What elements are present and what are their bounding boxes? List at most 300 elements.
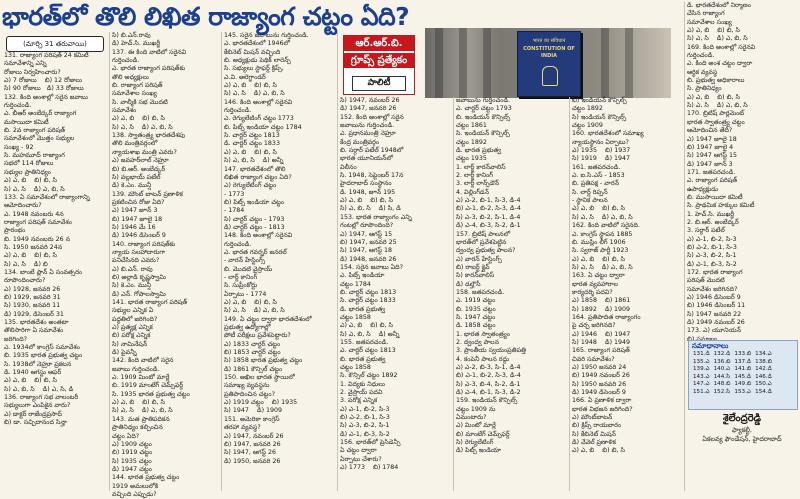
text-line: ఎ) ఎ-1, బి-2, సి-3	[340, 405, 390, 413]
text-line: డి) డల్హౌసీ	[456, 280, 481, 288]
text-line: గుర్తించండి.	[4, 102, 32, 110]
text-line: సి. వాల్మీకి సభ మొదటి	[112, 98, 168, 106]
text-line: ప్రభుత్వ ఉద్యోగాల్లో	[224, 324, 271, 332]
text-line: ఎ) ఎ, బి బి) బి, సి	[340, 197, 393, 205]
text-line: చట్టం 1892	[572, 105, 603, 113]
text-line: ఎ. భారత రాజ్యాంగ పరిషత్‌కు	[112, 65, 186, 73]
text-line: బి. 2వ రాజ్యాంగ పరిషత్‌	[4, 127, 66, 135]
text-line: సి) ఎ, సి డి) ఎ, బి, సి	[687, 102, 748, 110]
column-divider	[109, 32, 110, 491]
text-column-1	[4, 52, 108, 491]
text-line: సి. 1935 భారత ప్రభుత్వ చట్టం	[112, 390, 190, 398]
text-line: డి) ఎ-1, బి-3, సి-2	[687, 260, 737, 268]
text-line: కేబినెట్ మిషన్ వచ్చింది	[224, 48, 281, 56]
text-line: సి. 1950 జనవరి 24న	[4, 243, 63, 251]
text-line: 133. ఏ సమావేశంలో రాజ్యాంగాన్ని	[4, 193, 90, 201]
text-line: 163. ఏ చట్టం ద్వారా	[572, 272, 625, 280]
text-line: బి) పిట్స్ ఇండియా చట్టం	[224, 198, 285, 206]
constitution-photo	[425, 28, 671, 98]
text-line: బి) ఎ-2, బి-1, సి-3	[687, 243, 737, 251]
text-line: డి) 1861 కౌన్సిల్ చట్టం	[224, 365, 283, 373]
text-line: డి) ఎ-4, బి-3, సి-2, డి-1	[456, 222, 521, 230]
answer-cell: 135.ఎ	[693, 358, 710, 365]
text-line: ఆమోదించిన తేదీ?	[687, 127, 733, 135]
text-line: ఎ) 1946 బి) 1947	[572, 330, 631, 338]
text-line: డి) కె.ఎం. మున్షీ	[112, 182, 152, 190]
text-line: సి. ప్రాథమిక హక్కుల కమిటీ	[687, 202, 755, 210]
answer-cell: 153.ఎ	[734, 388, 751, 395]
text-line: సి) 1947, ఆగస్ట్ 18	[340, 247, 393, 255]
text-line: 173. ఎ) యూనియన్	[687, 327, 742, 335]
text-line: ఎ) డాక్టర్ రాజేంద్రప్రసాద్	[4, 410, 62, 418]
text-line: డి. భారత ప్రభుత్వ	[456, 147, 502, 155]
answer-cell: 134.ఎ	[755, 351, 772, 357]
text-line: సమావేశం	[112, 107, 137, 115]
answer-cell: 148.బి	[713, 381, 731, 388]
text-line: విలీనం	[340, 163, 357, 171]
text-line: ఎ) ఎ, బి బి) బి, సి	[4, 377, 57, 385]
text-line: ఎ. భారతదేశంలో 1946లో	[224, 40, 290, 48]
text-line: 146. కింది అంశాల్లో సరైనవి	[224, 98, 293, 106]
text-line: రోజులు నిర్వహించారు?	[4, 68, 61, 76]
text-line: సి) బి.ఎన్.రావు	[112, 32, 151, 39]
answer-cell: 152.సి	[713, 388, 730, 395]
text-line: పై చర్చ జరిగినది?	[572, 322, 616, 330]
text-line: ఎ) ఎ, బి బి) బి, సి	[4, 252, 57, 260]
text-line: సమావేశాన్ని ఎన్ని	[4, 60, 47, 68]
text-line: బి) ఇండియన్ కౌన్సిల్స్	[572, 97, 627, 104]
text-line: డి) ఎన్. గోపాలస్వామి	[112, 290, 166, 298]
author-role: ఫ్యాకల్టీ,	[732, 426, 752, 434]
text-line: గుర్తించండి.	[224, 107, 252, 115]
text-column-6	[572, 97, 684, 491]
text-line: సి) 1947 ఆగస్ట్ 15	[687, 152, 738, 160]
text-line: ఎ. పిట్స్ ఇండియా	[340, 272, 385, 280]
text-line: తరహా వ్యవస్థ?	[224, 424, 261, 432]
text-line: ఎ) ఎ, బి బి) బి, సి	[572, 255, 625, 263]
text-line: న్యాయ సలహాదారుగా	[112, 248, 166, 256]
text-line: సి. చార్టర్ చట్టం 1833	[340, 297, 396, 305]
text-line: సి) ఎ, సి డి) ఎ, బి, సి	[112, 407, 173, 415]
text-line: సి. సభ్యులు స్టాఫర్డ్ క్రిప్స్,	[224, 65, 284, 73]
text-line: సి) 1950 జనవరి 26	[572, 380, 627, 388]
text-line: 3. ప్రాంతీయ స్వయంప్రతిపత్తి	[456, 347, 526, 355]
text-line: తొలిసారిగా ఏ సమావేశం	[4, 327, 64, 335]
text-line: ప్రకటించిన రోజు ఏది?	[112, 198, 165, 206]
text-line: తొలి మంత్రివర్గంలో	[112, 140, 158, 148]
text-line: 1. భారత స్వాతంత్ర్యం	[456, 330, 510, 338]
text-line: బి) బి.ఆర్‌. అంబేద్కర్	[112, 165, 166, 173]
photo-pillar	[625, 28, 633, 98]
text-line: 158. జతపరచండి.	[456, 288, 505, 296]
answer-cell: 131.డి	[693, 351, 710, 357]
text-line: సి. ఇండియన్ కౌన్సిల్స్	[456, 130, 510, 138]
text-line: బి. 1949 నవంబరు 26 న	[4, 235, 71, 243]
text-line: బి) 1949 నవంబర్ 26	[572, 372, 630, 380]
text-line: ఏ చట్టం ద్వారా	[340, 447, 377, 455]
text-line: బి. మొదటి వైస్రాయ్	[224, 265, 273, 273]
text-line: భారత స్వాతంత్ర్య చట్టం	[687, 118, 745, 126]
text-line: సి) 1858 భారత ప్రభుత్వ చట్టం	[224, 357, 303, 365]
text-line: జరిగింది?	[4, 335, 27, 343]
text-line: హైదరాబాద్ సంస్థానం	[340, 180, 392, 188]
text-line: సి) ఎ-3, బి-2, సి-1, డి-4	[456, 213, 521, 221]
text-line: సభ్యుల ప్రాతినిధ్యం	[4, 168, 51, 176]
text-line: సి) 1935 చట్టం	[112, 457, 152, 465]
text-line: డి) 1949 డిసెంబర్ 9	[572, 389, 626, 397]
text-line: ఎ) ప్రత్యక్ష ఎన్నిక	[112, 324, 153, 332]
answer-cell: 136.బి	[713, 358, 731, 365]
text-line: బి) ఎ-1, బి-2, సి-3, డి-4	[456, 372, 521, 380]
text-line: 162. కింది వాటిలో సరైనది.	[572, 222, 640, 230]
answer-row	[691, 351, 774, 359]
text-line: 1919 అమలులోకి	[112, 482, 159, 490]
text-line: లిఖిత రాజ్యాంగ చట్టం ఏది?	[224, 173, 292, 181]
text-column-7	[687, 2, 798, 337]
answer-cell: 142.డి	[755, 366, 772, 373]
text-line: బి) అల్లాడి కృష్ణస్వామి	[112, 273, 166, 281]
answer-row	[691, 381, 774, 389]
answer-cell: 139.ఎ	[693, 366, 710, 373]
text-line: బి) 1947 జూలై 18	[112, 215, 163, 223]
text-line: డి. చార్టర్ చట్టం 1833	[224, 140, 280, 148]
answer-cell: 149.బి	[734, 381, 752, 388]
text-line: 137. ఈ కింది వాటిలో సరైనవి	[112, 48, 187, 56]
text-line: ఎ) జవహర్‌లాల్‌ నెహ్రూ	[112, 157, 169, 165]
text-line: డి) 1947, జనవరి 26	[340, 105, 397, 113]
text-line: 135. భారతదేశం అంతటా	[4, 319, 69, 326]
answer-cell: 138.బి	[755, 358, 772, 365]
text-line: సి) ఎ, సి డి) ఎ, బి, సి	[4, 185, 65, 193]
text-line: సంఖ్య - 92	[4, 143, 34, 151]
text-line: చట్టం 1892	[456, 138, 487, 146]
text-line: సి) 1946 మే 16	[112, 223, 156, 231]
text-line: ఎ) 1946 డిసెంబర్ 9	[687, 294, 741, 302]
text-line: - వారన్ హేస్టింగ్స్	[224, 257, 266, 265]
text-line: 170. బ్రిటిష్ పార్లమెంట్	[687, 110, 745, 118]
answer-cell: 144.సి	[713, 373, 730, 380]
text-line: 171. జతపరచండి.	[687, 168, 736, 176]
text-line: ఎ) మౌంట్‌బాటన్	[572, 414, 613, 422]
answer-key-table	[691, 351, 774, 397]
text-line: సి. స్వరాజ్ పార్టీ 1923	[572, 247, 629, 255]
photo-pillar	[483, 28, 491, 98]
text-line: పరిషత్ మొదటి	[687, 277, 725, 285]
text-line: డి) 1947 చట్టం	[112, 465, 152, 473]
text-line: సభలో 114 రోజులు	[4, 160, 54, 168]
text-line: చట్టం 1858	[340, 364, 371, 371]
text-line: ఎ) 1947 జూలై 18	[687, 135, 737, 143]
text-line: సి) ఎ, సి డి) ఎ, బి, సి	[112, 123, 173, 131]
text-line: ఎ) మింటో మార్లే	[456, 422, 496, 430]
text-line: డి) 1950, జనవరి 26	[224, 457, 281, 465]
text-line: చట్టం ఏది?	[112, 432, 140, 440]
text-line: ఎ) 1928, జనవరి 26	[4, 285, 61, 293]
text-line: ఎ) 1947 జూన్‌ 3	[112, 207, 158, 215]
text-line: 172. భారత రాజ్యాంగ	[687, 269, 743, 276]
text-line: ఎ) 1935 బి) 1937	[572, 147, 631, 155]
text-column-3	[224, 32, 336, 491]
page-headline: భారత్‌లో తొలి లిఖిత రాజ్యాంగ చట్టం ఏది?	[2, 2, 410, 31]
text-line: ఏర్పాటు చేశారు?	[340, 455, 382, 463]
text-line: భారత యూనియన్‌లో	[340, 155, 393, 163]
text-line: సమావేశాల సంఖ్య	[687, 18, 732, 26]
text-line: ఎ) 1947, ఆగస్ట్ 15	[340, 230, 393, 238]
text-line: ఎ) వారన్ హేస్టింగ్స్	[456, 255, 502, 263]
text-line: ప్రతిపాదించిన చట్టం?	[224, 390, 275, 398]
text-line: 1. లార్డ్ కారన్‌వాలిస్	[456, 163, 506, 171]
text-line: 134. బాంబే ప్లాన్ ఏ సంవత్సరం	[4, 268, 83, 276]
text-line: సి) ఎ, సి డి) బి	[4, 260, 48, 268]
answer-row	[691, 366, 774, 374]
text-line: డి) 1948, జనవరి 26	[340, 255, 397, 263]
text-line: ఎ) ఎ, బి బి) బి, సి	[224, 148, 277, 156]
text-line: డి. భారత ప్రభుత్వ	[340, 305, 386, 313]
text-line: చట్టం 1858	[340, 313, 371, 321]
text-line: 140. రాజ్యాంగ పరిషత్‌కు	[112, 240, 176, 248]
text-line: సి. లార్డ్ రిప్పన్	[572, 188, 608, 196]
text-line: 131. రాజ్యాంగ పరిషత్‌ 24 కమిటీ	[4, 52, 89, 59]
text-line: 166. ఏ ప్రణాళిక ద్వారా	[572, 397, 632, 405]
text-line: 2. వైస్రాయ్ పదవి	[340, 389, 383, 397]
text-line: బి) ఎ-2, బి-1, సి-3	[340, 414, 390, 422]
text-line: చట్టం 1909 ను	[456, 405, 496, 413]
text-line: కార్యదర్శి పదవి?	[572, 288, 613, 296]
text-line: 2. లార్డ్ కానింగ్	[456, 172, 493, 180]
text-line: బి. సర్దార్ పటేల్ 1948లో	[340, 147, 404, 155]
text-line: 159. ఇండియన్ కౌన్సిల్స్	[456, 397, 518, 405]
text-line: ఎ. ఐ.సి.ఎస్ - 1853	[572, 172, 625, 180]
text-line: న్యాయశాఖ మంత్రి ఎవరు?	[112, 148, 177, 156]
text-line: డి) చార్టర్ చట్టం - 1813	[224, 223, 285, 231]
text-line: సి) 1930, జనవరి 11	[4, 302, 61, 310]
text-line: ఎ. 1934లో కాంగ్రెస్ సమావేశం	[4, 344, 80, 352]
text-line: సి) ఎ, బి, సి డి) ఎ, సి, డి	[4, 385, 74, 393]
text-line: సి. 1948, సెప్టెంబర్ 17న	[340, 172, 404, 180]
answer-cell: 146.డి	[755, 373, 772, 380]
text-line: బి) 1919 చట్టం	[112, 449, 153, 457]
text-line: డి) ఎ-4, బి-1, సి-3, డి-2	[456, 389, 521, 397]
text-line: 152. కింది అంశాల్లో సరైన	[340, 113, 404, 121]
text-line: - లార్డ్ కానింగ్	[224, 273, 258, 281]
text-line: ఎ. 1919 చట్టం	[456, 297, 496, 305]
text-line: గుర్తించండి.	[224, 240, 252, 248]
text-line: 3. పరోక్ష ఎన్నిక	[340, 397, 378, 405]
text-line: సి) ఎ, సి డి) ఎ, బి, సి	[224, 307, 285, 315]
text-line: బి. ముసాయిదా కమిటీ	[687, 193, 743, 201]
text-line: బి. భారత ప్రభుత్వ	[340, 355, 386, 363]
text-line: ఎ. రాజ్యాంగ పరిషత్‌	[687, 177, 738, 185]
text-line: సభ్యులుగా ఎంపికైన వారు?	[4, 402, 71, 410]
text-line: బి) 1947 జూలై 4	[687, 143, 734, 151]
text-line: ఎ) ఎ-2, బి-3, సి-1, డి-4	[456, 364, 521, 371]
text-line: బి. ప్రతిపక్ష - వారన్	[572, 180, 620, 188]
text-line: డి. భారతదేశంలో నిర్మాణం	[687, 2, 751, 9]
answer-cell: 132.డి	[713, 351, 731, 357]
text-line: సి) 1948 డి) 1949	[572, 338, 631, 346]
text-line: సి) 90 రోజులు డి) 33 రోజులు	[4, 85, 84, 93]
text-line: ఎ) ఎ, బి బి) బి, సి	[687, 27, 740, 35]
text-line: 2. బి.ఆర్. అంబేద్కర్	[687, 218, 739, 226]
text-line: ఎ) ఎ, బి బి) బి, సి	[340, 322, 393, 330]
text-line: సి) ఎ, బి, సి డి) అన్నీ	[224, 157, 284, 165]
text-line: సభ్యుల ఎన్నిక ఏ	[112, 307, 154, 315]
text-line: ఎ) 1773 బి) 1784	[340, 464, 399, 472]
author-name: శైలేంద్రరెడ్డి	[722, 413, 762, 424]
text-line: డి. 1858 చట్టం	[456, 322, 496, 330]
answer-cell: 133.బి	[734, 351, 752, 357]
text-line: ఎ) ఎ-1, బి-2, సి-3	[687, 235, 737, 243]
answer-cell: 151.ఎ	[693, 388, 710, 395]
text-line: డి) 1946 డిసెంబర్ 9	[112, 232, 166, 240]
text-line: ఎ) ఎ, బి బి) బి, సి	[112, 115, 165, 123]
text-line: 153. భారత రాజ్యాంగం ఎన్ని	[340, 213, 412, 221]
text-line: ఏమంటారు?	[456, 414, 487, 422]
photo-pillar	[459, 28, 467, 98]
text-line: 1. విద్యకు నిధులు	[340, 380, 385, 388]
text-line: సి) కె.ఎం. మున్షీ	[112, 282, 152, 290]
text-line: జవాబు గుర్తించండి.	[112, 365, 160, 373]
text-line: ఎ. బీఆర్ అంబేద్కర్ రాజ్యాంగ	[4, 110, 77, 118]
text-line: సమావేశాల సంఖ్య	[112, 90, 157, 98]
book-cover-hindi: भारत का संविधान	[532, 38, 566, 44]
text-line: గంటల్లో రూపొందింది?	[340, 222, 394, 230]
text-line: డి) పైవన్నీ	[112, 349, 137, 357]
text-line: డి. 1948, జూన్ 195	[340, 188, 396, 196]
text-line: ఉపాధ్యక్షుడు	[687, 185, 719, 193]
text-line: సి) వల్లభాయ్ పటేల్	[112, 173, 161, 181]
text-line: సి. ప్రాతినిధ్యం	[687, 85, 722, 93]
text-line: 1. హెచ్.సి. ముఖర్జీ	[687, 210, 735, 218]
text-line: ఎ) బి.ఎన్. రావు	[112, 265, 153, 273]
text-line: 161. జతపరచండి.	[572, 163, 621, 171]
text-line: సి) 1947 డి) 1909	[224, 407, 283, 415]
text-line: ఎ) 1947, నవంబర్ 26	[224, 432, 284, 440]
text-line: సి) కేబినెట్ మిషన్	[572, 430, 616, 438]
text-line: సి. సుప్రీంకోర్టు	[224, 282, 258, 290]
column-divider	[221, 32, 222, 491]
text-line: సి. 1947 చట్టం	[456, 313, 496, 321]
answer-cell: 143.ఎ	[693, 373, 710, 380]
author-credit	[688, 412, 796, 488]
text-line: 138. స్వాతంత్ర్య భారతదేశపు	[112, 132, 186, 140]
text-line: ఎ) 1950 జనవరి 24	[572, 364, 627, 371]
text-line: 136. రాజ్యాంగ సభ వాలంటరీ	[4, 394, 79, 402]
text-line: ఎ) ఎ, బి బి) బి, సి	[224, 82, 277, 90]
text-line: సి) ఎ, సి డి) ఎ, బి, సి	[572, 263, 633, 271]
text-column-2	[112, 32, 220, 498]
text-line: సి) 1947, నవంబర్ 26	[340, 97, 400, 104]
text-line: సి. చార్టర్ చట్టం 1813	[224, 132, 280, 140]
text-line: డి) ఎ-1, బి-3, సి-2	[340, 430, 390, 438]
text-line: బి) రాబర్ట్ క్లైవ్	[456, 263, 490, 271]
text-line: డి) 1947 జూన్ 3	[687, 160, 733, 168]
column-divider	[569, 97, 570, 491]
text-line: సి) 1919 డి) 1947	[572, 155, 631, 163]
text-line: ఎ) 1909 చట్టం	[112, 440, 152, 448]
text-line: సి. మహమూద్ రాజ్యాంగ	[4, 152, 65, 160]
text-line: డి) పిట్స్ ఇండియా	[456, 447, 502, 455]
text-line: 150. అఖిల భారత స్థాయిలో	[224, 374, 295, 382]
text-line: 151. అమెరికా కాంగ్రెస్	[224, 415, 280, 423]
answer-key-title: సమాధానాలు	[692, 342, 729, 350]
text-line: చట్టం 1909	[572, 122, 603, 130]
text-line: 142. కింది వాటిలో సరైన	[112, 357, 174, 365]
text-line: బి) మాంటేగ్ చెమ్స్‌ఫర్డ్	[456, 430, 510, 438]
text-line: సి) రెగ్యులేటింగ్	[456, 439, 494, 447]
text-line: బి) 1929, జనవరి 31	[4, 293, 61, 301]
text-line: 148. కింది అంశాల్లో సరైనవి	[224, 232, 293, 240]
text-line: ఏర్పాటు - 1774	[224, 290, 267, 298]
text-line: ఎ. కింది అంశ చట్టం ద్వారా	[687, 60, 753, 68]
text-line: ఎ) ఎ, బి బి) బి, సి	[4, 177, 57, 185]
text-line: ఎ) ఎ, బి బి) బి, సి	[112, 399, 165, 407]
text-line: చేసిన రాజ్యాంగ	[687, 10, 725, 18]
text-column-5	[456, 97, 568, 491]
text-line: 154. సరైన జవాబు ఏది?	[340, 263, 403, 271]
text-line: పద్ధతిలో జరిగింది?	[112, 315, 158, 323]
text-line: సి) ఎ-3, బి-4, సి-2, డి-1	[456, 380, 521, 388]
text-line: సి) ఇండియన్ కౌన్సిల్స్	[572, 113, 627, 121]
text-line: బి. పిట్స్ ఇండియా చట్టం 1784	[224, 123, 302, 131]
photo-pillar	[601, 28, 609, 98]
text-line: 144. భారత ప్రభుత్వ చట్టం	[112, 474, 180, 482]
text-line: పనిచేసినది ఎవరు?	[112, 257, 160, 265]
text-line: ఎ. చార్టర్ చట్టం 1793	[456, 105, 512, 113]
text-line: సి) ఎ-3, బి-2, సి-1	[687, 252, 737, 260]
text-line: ప్రారంభం	[4, 227, 26, 235]
constitution-book	[517, 31, 581, 97]
text-line: ఎ) 1858 బి) 1861	[572, 297, 631, 305]
text-line: సి) ఎ, సి డి) ఎ, బి, సి	[687, 35, 748, 43]
text-line: చట్టం 1861	[456, 122, 487, 130]
text-line: ఎ. చార్టర్ చట్టం 1813	[340, 347, 396, 355]
text-line: - 1784	[224, 207, 245, 215]
badge-exam: ఆర్.ఆర్.బి.	[344, 36, 414, 51]
text-line: సి) ఎ, సి డి) ఎ, బి, సి	[572, 213, 633, 221]
text-line: బి) 1946 డిసెంబర్ 11	[687, 302, 746, 310]
text-line: బి) ఎ-1, బి-2, సి-3, డి-4	[456, 205, 521, 213]
emblem-icon	[542, 66, 558, 86]
text-line: సి) ఎ, సి డి) ఎ, బి, సి	[224, 90, 285, 98]
text-line: పోటీ పరీక్షలు ప్రవేశపెట్టారు?	[224, 332, 291, 340]
text-line: 169. కింది అంశాల్లో సరైనవి	[687, 43, 756, 51]
text-line: సి) 1947 జనవరి 22	[687, 310, 742, 318]
text-line: భారత్‌లో ప్రవేశపెట్టిన	[456, 238, 507, 246]
text-line: 3. లార్డ్ లాన్స్‌డౌన్	[456, 180, 500, 188]
text-line: సమావేశం జరిగినది?	[687, 285, 738, 293]
author-institution: ఏకలవ్య ఫౌండేషన్, హైదరాబాద్	[702, 435, 782, 443]
text-line: ఎ) 1919 చట్టం బి) 1935	[224, 399, 298, 407]
text-line: భారత విభజన జరిగింది?	[572, 405, 633, 413]
text-line: డి) హెచ్.సి. ముఖర్జీ	[112, 40, 161, 48]
text-line: ఎ) ఎ, బి బి) బి, సి	[572, 205, 625, 213]
text-line: 139. మౌంట్‌ బాటన్ ప్రణాళిక	[112, 190, 183, 198]
text-line: సి) ఎ-3, బి-2, సి-1	[340, 422, 390, 430]
text-line: సి) ఎ, బి, సి డి) అన్నీ	[340, 330, 400, 338]
text-line: సి) కారన్‌వాలిస్	[456, 272, 495, 280]
text-line: ఎ. కాంగ్రెస్ స్థాపన 1885	[572, 230, 633, 238]
text-line: బి) 1853 చార్టర్ చట్టం	[224, 349, 281, 357]
text-line: ఆర్థిక వ్యవస్థ	[687, 68, 718, 76]
text-line: డి. 1940 ఆగస్టు ఆఫర్	[4, 369, 62, 377]
text-line: - స్థానిక పాలన	[572, 197, 608, 205]
text-line: డి) వేవెల్ ప్రణాళిక	[572, 439, 616, 447]
text-line: ఎ) ఎ, బి బి) బి, సి	[572, 447, 625, 455]
text-line: సి. కౌన్సిల్ చట్టం 1892	[340, 372, 398, 380]
text-line: ఎ. 1948 నవంబరు 4న	[4, 210, 64, 218]
text-line: 141. భారత రాజ్యాంగ పరిషత్‌	[112, 299, 188, 306]
